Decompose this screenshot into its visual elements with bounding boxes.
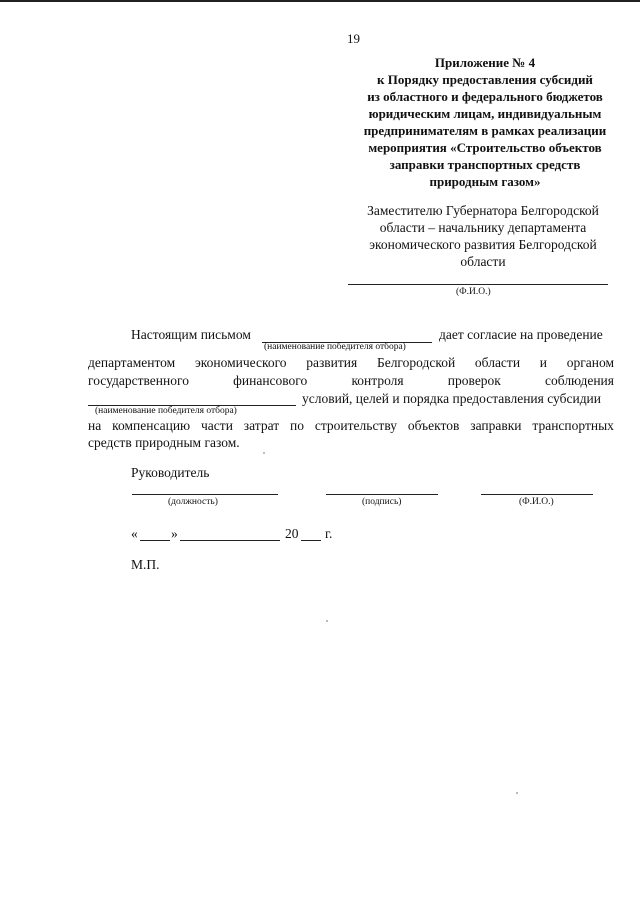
head-label: Руководитель xyxy=(131,465,210,480)
appendix-line: из областного и федерального бюджетов xyxy=(367,89,603,104)
signature-caption: (подпись) xyxy=(362,497,402,507)
word: соблюдения xyxy=(545,373,614,388)
word: органом xyxy=(566,355,614,370)
word: транспортных xyxy=(532,418,614,433)
word: объектов xyxy=(407,418,460,433)
addressee-line: Заместителю Губернатора Белгородской xyxy=(367,203,599,218)
word: и xyxy=(539,355,547,370)
addressee-line: области – начальнику департамента xyxy=(379,220,587,235)
winner-name-caption-2: (наименование победителя отбора) xyxy=(95,406,237,416)
letter-line-6: средств природным газом. xyxy=(88,435,240,450)
appendix-line: к Порядку предоставления субсидий xyxy=(377,72,593,87)
top-edge-rule xyxy=(0,0,640,2)
word: части xyxy=(201,418,233,433)
seal-placeholder: М.П. xyxy=(131,557,160,572)
word: на xyxy=(88,418,102,433)
position-line xyxy=(132,494,278,495)
appendix-line: Приложение № 4 xyxy=(434,55,536,70)
position-caption: (должность) xyxy=(168,497,218,507)
appendix-line: природным газом» xyxy=(429,174,541,189)
word: компенсацию xyxy=(112,418,191,433)
addressee-line: области xyxy=(460,254,506,269)
word: строительству xyxy=(314,418,397,433)
scan-speck xyxy=(326,620,328,622)
signatory-fio-line xyxy=(481,494,593,495)
letter-intro: Настоящим письмом xyxy=(131,327,251,342)
date-year-suffix: г. xyxy=(325,526,333,541)
date-day-line xyxy=(140,540,170,541)
word: контроля xyxy=(351,373,404,388)
scan-speck xyxy=(263,452,265,454)
word: государственного xyxy=(88,373,189,388)
word: развития xyxy=(306,355,358,370)
letter-line-5 xyxy=(88,418,614,434)
date-close-quote: » xyxy=(171,526,178,541)
winner-name-caption: (наименование победителя отбора) xyxy=(264,342,406,352)
page-number: 19 xyxy=(347,31,360,46)
appendix-line: мероприятия «Строительство объектов xyxy=(368,140,602,155)
appendix-line: юридическим лицам, индивидуальным xyxy=(368,106,602,121)
word: экономического xyxy=(194,355,287,370)
date-year-line xyxy=(301,540,321,541)
addressee-line: экономического развития Белгородской xyxy=(369,237,597,252)
addressee-fio-caption: (Ф.И.О.) xyxy=(456,287,491,297)
word: финансового xyxy=(233,373,308,388)
word: проверок xyxy=(447,373,501,388)
letter-consent: дает согласие на проведение xyxy=(439,327,603,342)
appendix-line: заправки транспортных средств xyxy=(389,157,581,172)
signatory-fio-caption: (Ф.И.О.) xyxy=(519,497,554,507)
addressee-block xyxy=(348,202,618,270)
appendix-header xyxy=(335,54,635,190)
word: по xyxy=(290,418,304,433)
appendix-line: предпринимателям в рамках реализации xyxy=(363,123,607,138)
date-open-quote: « xyxy=(131,526,138,541)
word: заправки xyxy=(470,418,522,433)
word: Белгородской xyxy=(376,355,456,370)
letter-line-2 xyxy=(88,355,614,371)
word: области xyxy=(474,355,521,370)
date-month-line xyxy=(180,540,280,541)
letter-line-3 xyxy=(88,373,614,389)
scan-speck xyxy=(516,792,518,794)
signature-line xyxy=(326,494,438,495)
word: затрат xyxy=(243,418,280,433)
letter-line-4-tail: условий, целей и порядка предоставления субсидии xyxy=(302,391,602,406)
addressee-fio-line xyxy=(348,284,608,285)
date-year-prefix: 20 xyxy=(285,526,299,541)
word: департаментом xyxy=(88,355,176,370)
